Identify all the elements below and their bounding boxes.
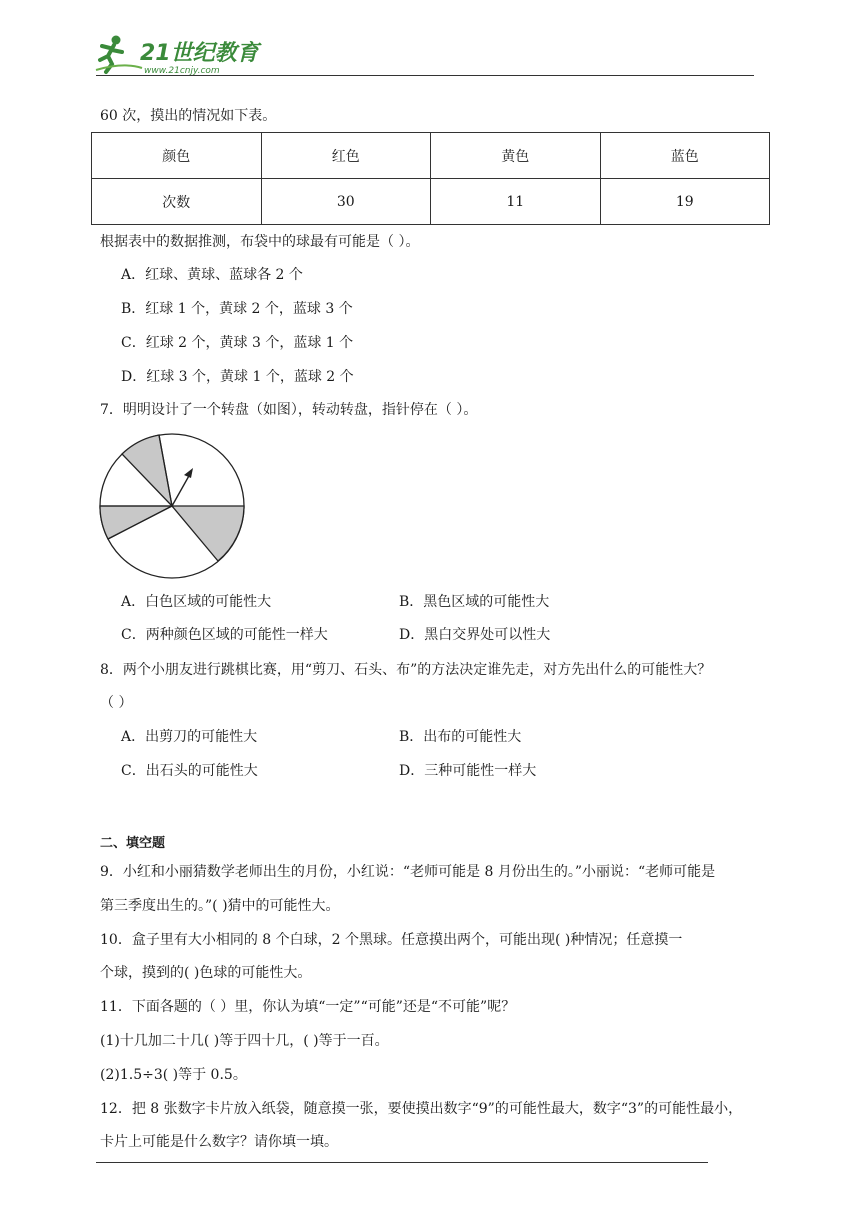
table-row xyxy=(92,133,770,179)
q8-stem: 8．两个小朋友进行跳棋比赛，用“剪刀、石头、布”的方法决定谁先走，对方先出什么的可能性大？ xyxy=(100,662,712,678)
section-title: 二、填空题 xyxy=(100,836,166,851)
q6-option-c: C．红球 2 个，黄球 3 个，蓝球 1 个 xyxy=(121,335,354,351)
q8-blank: （ ） xyxy=(100,695,133,711)
q7-option-a: A．白色区域的可能性大 xyxy=(121,594,272,610)
table-row xyxy=(92,179,770,225)
logo-text: 21世纪教育 xyxy=(140,41,259,66)
table-cell: 蓝色 xyxy=(600,133,770,179)
q8-option-d: D．三种可能性一样大 xyxy=(399,763,537,779)
q7-option-d: D．黑白交界处可以性大 xyxy=(399,627,551,643)
q6-option-a: A．红球、黄球、蓝球各 2 个 xyxy=(121,267,303,283)
q10-line1: 10．盒子里有大小相同的 8 个白球，2 个黑球。任意摸出两个，可能出现( )种情况；任意摸一 xyxy=(100,932,683,948)
q11-part2: (2)1.5÷3( )等于 0.5。 xyxy=(100,1067,247,1083)
q11-part1: (1)十几加二十几( )等于四十几，( )等于一百。 xyxy=(100,1033,389,1049)
q8-option-a: A．出剪刀的可能性大 xyxy=(121,729,258,745)
table-cell: 次数 xyxy=(92,179,262,225)
q9-line1: 9．小红和小丽猜数学老师出生的月份，小红说：“老师可能是 8 月份出生的。”小丽说：“老师可能是 xyxy=(100,864,716,880)
q12-line2: 卡片上可能是什么数字？请你填一填。 xyxy=(100,1134,338,1150)
results-table xyxy=(91,132,770,225)
q7-stem: 7．明明设计了一个转盘（如图），转动转盘，指针停在（ ）。 xyxy=(100,402,478,418)
q7-option-b: B．黑色区域的可能性大 xyxy=(399,594,550,610)
q10-line2: 个球，摸到的( )色球的可能性大。 xyxy=(100,965,312,981)
logo-runner-icon xyxy=(94,32,264,76)
table-cell: 颜色 xyxy=(92,133,262,179)
footer-rule xyxy=(96,1162,708,1163)
q8-option-c: C．出石头的可能性大 xyxy=(121,763,258,779)
q8-option-b: B．出布的可能性大 xyxy=(399,729,522,745)
q6-intro: 60 次，摸出的情况如下表。 xyxy=(100,108,277,124)
q7-option-c: C．两种颜色区域的可能性一样大 xyxy=(121,627,328,643)
logo-url: www.21cnjy.com xyxy=(144,66,220,76)
q6-option-d: D．红球 3 个，黄球 1 个，蓝球 2 个 xyxy=(121,369,354,385)
q9-line2: 第三季度出生的。”( )猜中的可能性大。 xyxy=(100,898,340,914)
spinner-figure xyxy=(98,432,246,580)
q6-option-b: B．红球 1 个，黄球 2 个，蓝球 3 个 xyxy=(121,301,353,317)
table-cell: 红色 xyxy=(261,133,431,179)
table-cell: 黄色 xyxy=(431,133,601,179)
header-rule xyxy=(96,75,754,76)
logo xyxy=(94,32,264,76)
q12-line1: 12．把 8 张数字卡片放入纸袋，随意摸一张，要使摸出数字“9”的可能性最大，数字“3”的可能性最小， xyxy=(100,1101,743,1117)
q11-stem: 11．下面各题的（ ）里，你认为填“一定”“可能”还是“不可能”呢？ xyxy=(100,999,516,1015)
table-cell: 30 xyxy=(261,179,431,225)
q6-stem: 根据表中的数据推测，布袋中的球最有可能是（ ）。 xyxy=(100,234,420,250)
table-cell: 11 xyxy=(431,179,601,225)
table-cell: 19 xyxy=(600,179,770,225)
